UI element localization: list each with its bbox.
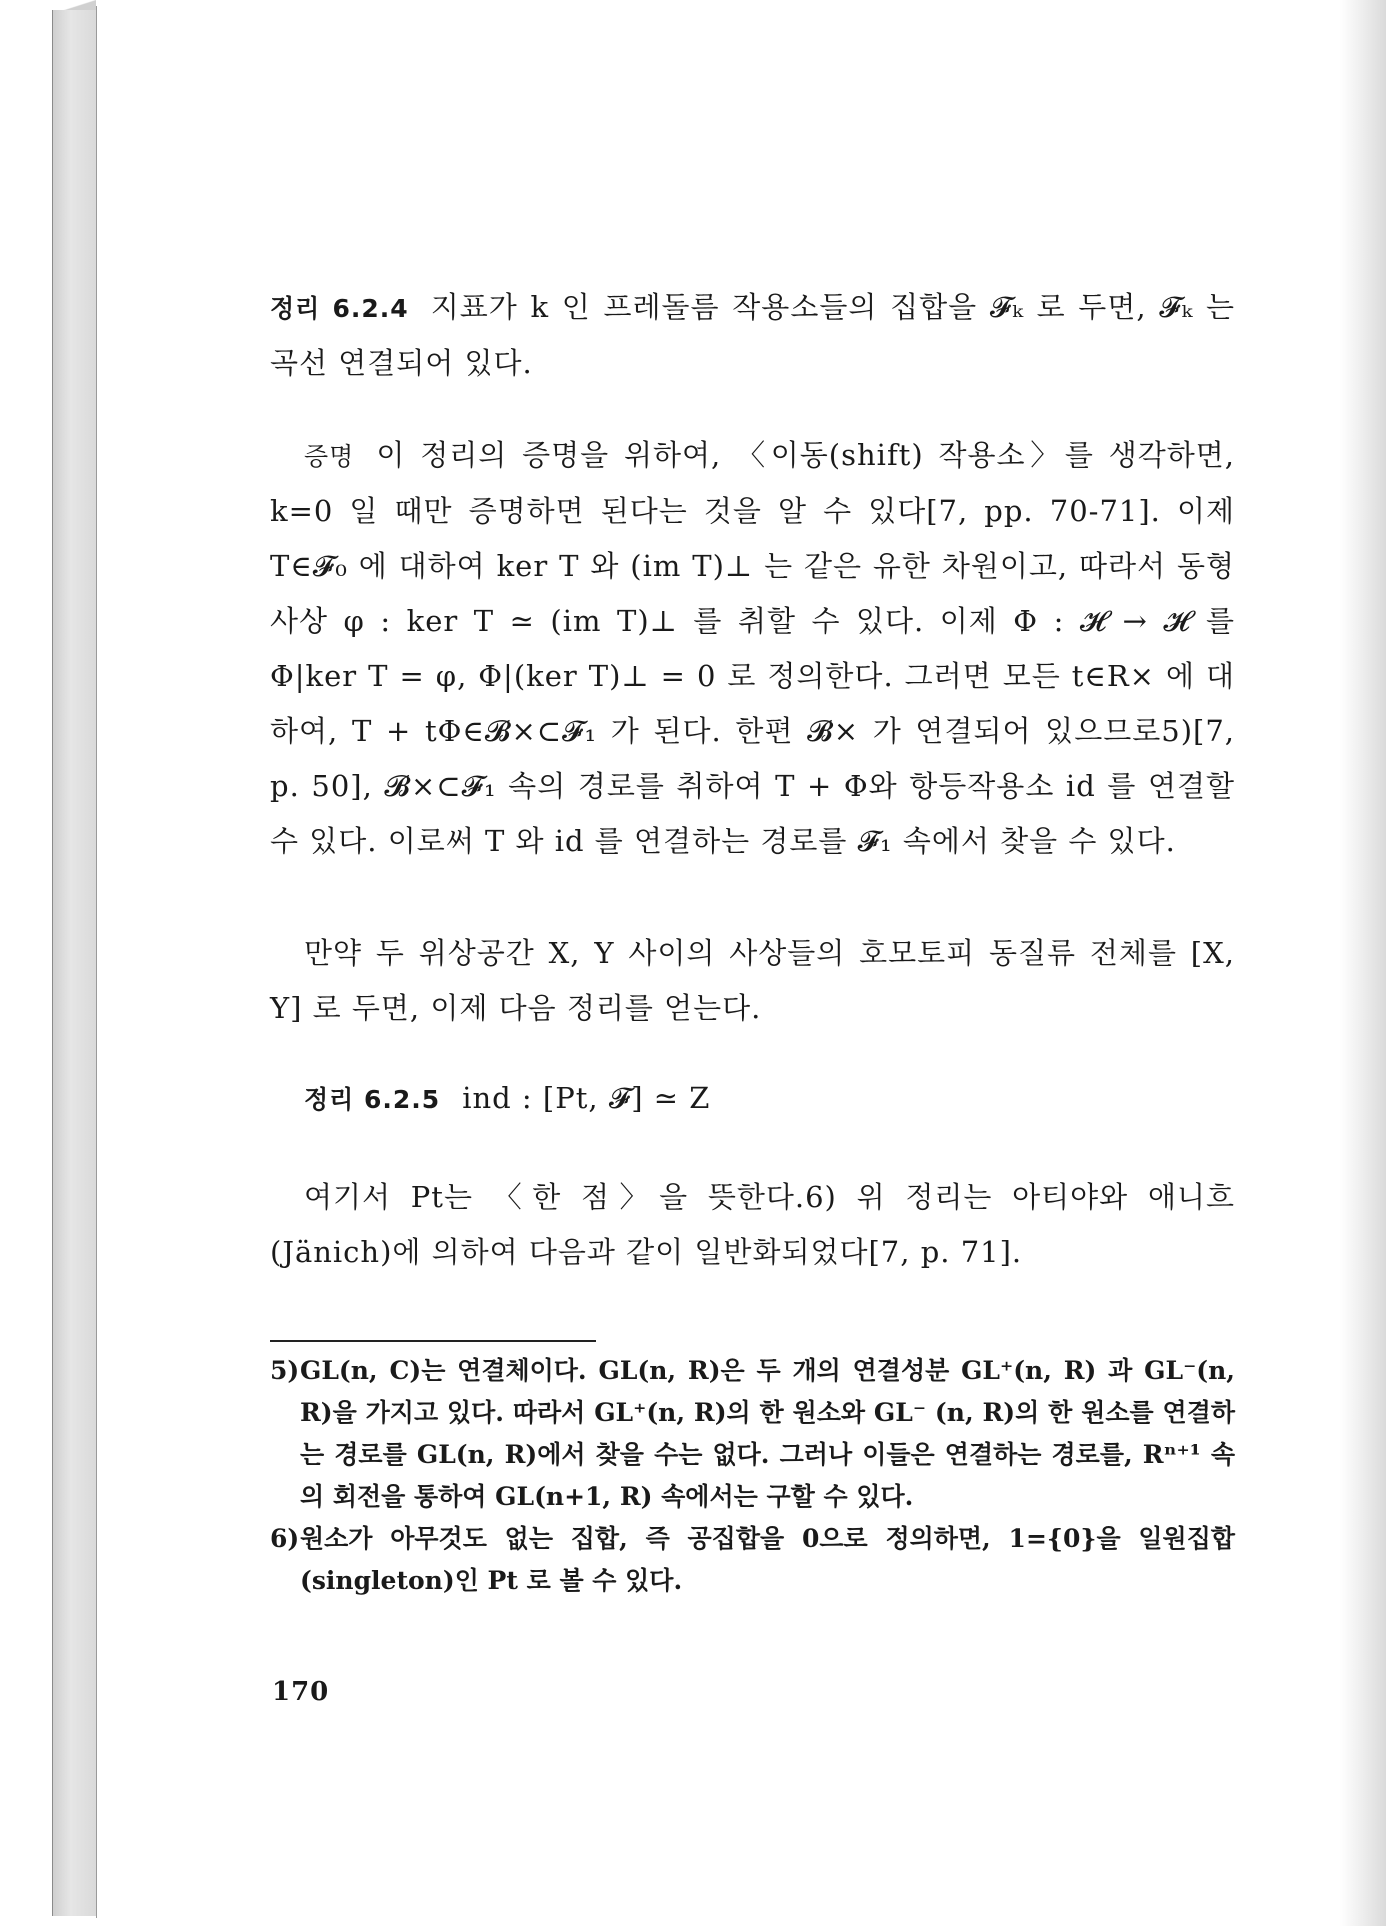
footnote-text: 원소가 아무것도 없는 집합, 즉 공집합을 0으로 정의하면, 1={0}을 일원집합(singleton)인 Pt 로 볼 수 있다.: [300, 1524, 1235, 1595]
theorem-6-2-5: [270, 1071, 1235, 1127]
footnote-number: 5): [270, 1356, 300, 1385]
footnote-5: [270, 1350, 1235, 1518]
theorem-text: 지표가 k 인 프레돌름 작용소들의 집합을 𝓕ₖ 로 두면, 𝓕ₖ 는 곡선 연결되어 있다.: [270, 290, 1236, 380]
after-6-2-5: [270, 1170, 1235, 1280]
proof-text: 이 정리의 증명을 위하여, 〈이동(shift) 작용소〉를 생각하면, k=0 일 때만 증명하면 된다는 것을 알 수 있다[7, pp. 70-71]. 이제 T∈𝓕₀ 에 대하여 ker T 와 (im T)⊥ 는 같은 유한 차원이고, 따라서 동형사상 φ : ker T ≃ (im T)⊥ 를 취할 수 있다. 이제 Φ : 𝓗 → 𝓗 를 Φ|ker T = φ, Φ|(ker T)⊥ = 0 로 정의한다. 그러면 모든 t∈R× 에 대하여, T + tΦ∈𝓑×⊂𝓕₁ 가 된다. 한편 𝓑× 가 연결되어 있으므로5)[7, p. 50], 𝓑×⊂𝓕₁ 속의 경로를 취하여 T + Φ와 항등작용소 id 를 연결할 수 있다. 이로써 T 와 id 를 연결하는 경로를 𝓕₁ 속에서 찾을 수 있다.: [270, 438, 1235, 858]
page-edge-shadow: [1340, 0, 1386, 1926]
proof-label: 증명: [304, 442, 355, 471]
book-spine: [52, 10, 97, 1916]
proof-block: [270, 428, 1235, 869]
intro-text: 만약 두 위상공간 X, Y 사이의 사상들의 호모토피 동질류 전체를 [X, Y] 로 두면, 이제 다음 정리를 얻는다.: [270, 936, 1235, 1025]
footnote-6: [270, 1518, 1235, 1602]
theorem-text: ind : [Pt, 𝓕] ≃ Z: [462, 1081, 711, 1115]
footnote-text: GL(n, C)는 연결체이다. GL(n, R)은 두 개의 연결성분 GL⁺(n, R) 과 GL⁻(n, R)을 가지고 있다. 따라서 GL⁺(n, R)의 한 원소와 GL⁻ (n, R)의 한 원소를 연결하는 경로를 GL(n, R)에서 찾을 수는 없다. 그러나 이들은 연결하는 경로를, Rⁿ⁺¹ 속의 회전을 통하여 GL(n+1, R) 속에서는 구할 수 있다.: [300, 1356, 1235, 1511]
theorem-label: 정리 6.2.4: [270, 294, 409, 323]
after-text: 여기서 Pt는 〈한 점〉을 뜻한다.6) 위 정리는 아티야와 애니흐 (Jänich)에 의하여 다음과 같이 일반화되었다[7, p. 71].: [270, 1180, 1235, 1269]
footnote-number: 6): [270, 1524, 300, 1553]
theorem-label: 정리 6.2.5: [304, 1085, 441, 1114]
page-number: 170: [272, 1677, 330, 1707]
footnote-rule: [270, 1340, 596, 1342]
theorem-6-2-4: [270, 280, 1235, 391]
footnotes: [270, 1350, 1235, 1602]
intro-6-2-5: [270, 926, 1235, 1036]
